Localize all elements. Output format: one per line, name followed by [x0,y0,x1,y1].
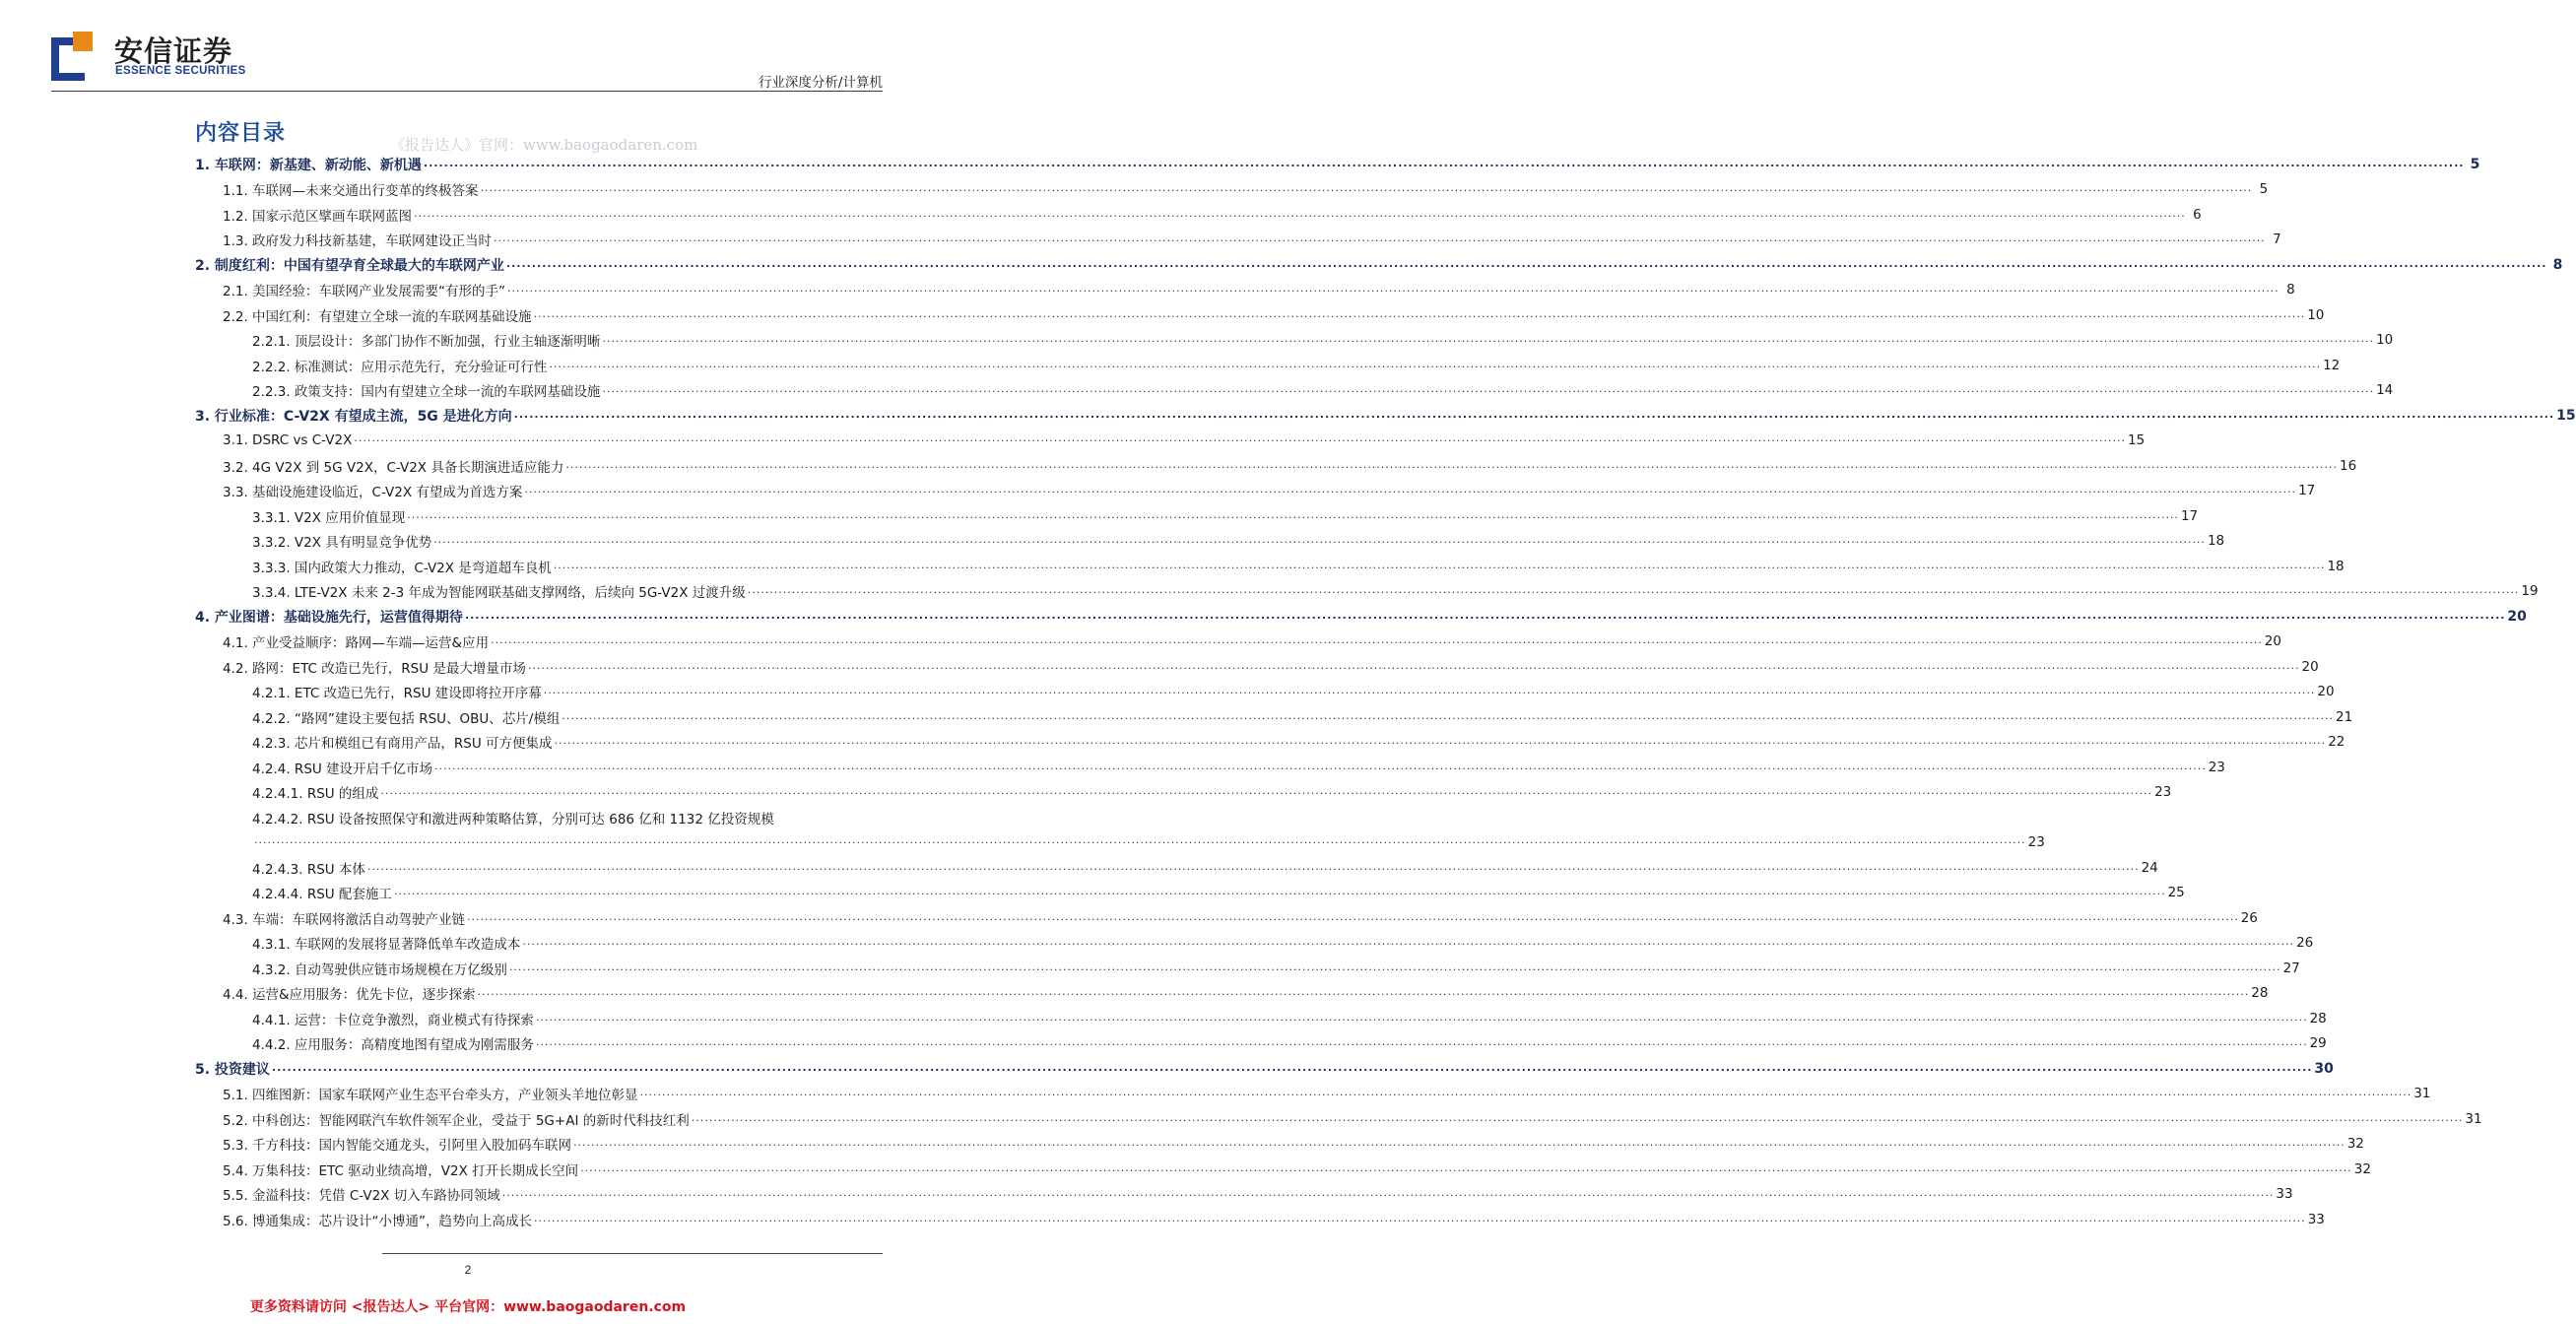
toc-page-number: 32 [2353,1160,2371,1177]
toc-page-number: 29 [2309,1035,2327,1052]
toc-leader-dots: ................................................................................................................................................................................................................................................................................................................................................................................................................ [527,658,2300,672]
toc-page-number: 14 [2376,382,2394,399]
toc-entry-text: 3.3.1. V2X 应用价值显现 [252,509,406,526]
toc-entry-text: 4.2.4.1. RSU 的组成 [252,786,379,803]
toc-leader-dots: ................................................................................................................................................................................................................................................................................................................................................................................................................ [366,859,2140,873]
toc-entry-text: 5.1. 四维图新：国家车联网产业生态平台牵头方，产业领头羊地位彰显 [223,1088,638,1104]
toc-leader-dots: ................................................................................................................................................................................................................................................................................................................................................................................................................ [354,430,2126,444]
toc-page-number: 15 [2127,432,2146,449]
toc-entry-text: 2.2.3. 政策支持：国内有望建立全球一流的车联网基础设施 [252,384,601,401]
toc-page-number: 30 [2314,1060,2334,1077]
toc-page-number: 6 [2193,206,2202,223]
toc-entry-text: 3.2. 4G V2X 到 5G V2X，C-V2X 具备长期演进适应能力 [223,459,564,476]
toc-leader-dots: ................................................................................................................................................................................................................................................................................................................................................................................................................ [491,633,2263,647]
toc-leader-dots: ................................................................................................................................................................................................................................................................................................................................................................................................................ [602,382,2375,396]
toc-entry-text: 3. 行业标准：C-V2X 有望成主流，5G 是进化方向 [195,408,512,425]
toc-entry[interactable] [0,278,2295,303]
toc-leader-dots: ................................................................................................................................................................................................................................................................................................................................................................................................................ [380,784,2153,798]
toc-leader-dots: ................................................................................................................................................................................................................................................................................................................................................................................................................ [254,832,2026,846]
toc-page-number: 33 [2276,1186,2293,1203]
toc-leader-dots: ................................................................................................................................................................................................................................................................................................................................................................................................................ [533,306,2306,320]
toc-entry-text: 5.6. 博通集成：芯片设计“小博通”，趋势向上高成长 [223,1213,533,1229]
toc-leader-dots: ................................................................................................................................................................................................................................................................................................................................................................................................................ [505,256,2547,270]
toc-entry[interactable] [0,1157,2371,1182]
toc-page-number: 28 [2309,1010,2327,1026]
toc-page-number: 15 [2556,407,2576,424]
page-number: 2 [464,1263,472,1277]
toc-entry-text: 4.4.2. 应用服务：高精度地图有望成为刚需服务 [252,1037,534,1054]
toc-entry[interactable] [0,177,2269,203]
toc-entry-text: 5.2. 中科创达：智能网联汽车软件领军企业，受益于 5G+AI 的新时代科技红利 [223,1112,690,1129]
toc-entry[interactable] [0,302,2325,328]
toc-entry[interactable] [0,1031,2327,1057]
toc-page-number: 28 [2251,985,2269,1002]
toc-entry-text: 3.1. DSRC vs C-V2X [223,432,353,449]
toc-entry-text: 4.3.2. 自动驾驶供应链市场规模在万亿级别 [252,961,507,978]
toc-page-number: 19 [2521,583,2539,600]
toc-entry[interactable] [0,453,2357,479]
toc-entry[interactable] [0,1106,2482,1132]
toc-leader-dots: ................................................................................................................................................................................................................................................................................................................................................................................................................ [407,507,2179,521]
toc-title: 内容目录 [195,121,287,146]
toc-page-number: 8 [2552,256,2563,273]
toc-page-number: 21 [2336,708,2353,725]
toc-leader-dots: ................................................................................................................................................................................................................................................................................................................................................................................................................ [423,156,2465,169]
toc-page-number: 23 [2208,759,2225,775]
toc-page-number: 20 [2264,633,2281,650]
toc-entry-text: 3.3. 基础设施建设临近，C-V2X 有望成为首选方案 [223,485,523,501]
toc-leader-dots: ................................................................................................................................................................................................................................................................................................................................................................................................................ [507,282,2279,296]
toc-entry[interactable] [0,956,2300,981]
toc-leader-dots: ................................................................................................................................................................................................................................................................................................................................................................................................................ [561,708,2334,722]
toc-leader-dots: ................................................................................................................................................................................................................................................................................................................................................................................................................ [543,684,2316,697]
toc-leader-dots: ................................................................................................................................................................................................................................................................................................................................................................................................................ [535,1035,2308,1049]
toc-entry[interactable] [0,881,2185,906]
toc-page-number: 25 [2167,885,2185,901]
toc-entry-text: 5.5. 金溢科技：凭借 C-V2X 切入车路协同领域 [223,1188,500,1205]
toc-leader-dots: ................................................................................................................................................................................................................................................................................................................................................................................................................ [549,357,2322,370]
toc-leader-dots: ................................................................................................................................................................................................................................................................................................................................................................................................................ [480,181,2253,195]
toc-entry-text: 5.4. 万集科技：ETC 驱动业绩高增，V2X 打开长期成长空间 [223,1162,579,1179]
toc-leader-dots: ................................................................................................................................................................................................................................................................................................................................................................................................................ [565,457,2338,471]
toc-page-number: 27 [2282,960,2300,976]
toc-leader-dots: ................................................................................................................................................................................................................................................................................................................................................................................................................ [477,985,2250,999]
toc-page-number: 23 [2154,784,2172,801]
toc-leader-dots: ................................................................................................................................................................................................................................................................................................................................................................................................................ [508,960,2281,973]
toc-leader-dots: ................................................................................................................................................................................................................................................................................................................................................................................................................ [522,935,2295,949]
toc-entry-text: 4.1. 产业受益顺序：路网—车端—运营&应用 [223,635,490,652]
toc-entry[interactable] [0,228,2281,253]
toc-entry[interactable] [0,855,2158,881]
toc-page-number: 8 [2286,282,2295,298]
toc-entry[interactable] [0,981,2269,1007]
toc-page-number: 23 [2027,834,2045,851]
toc-entry[interactable] [0,654,2319,680]
toc-entry[interactable] [0,931,2314,957]
toc-entry-text: 3.3.3. 国内政策大力推动，C-V2X 是弯道超车良机 [252,560,552,576]
toc-leader-dots: ................................................................................................................................................................................................................................................................................................................................................................................................................ [553,558,2326,571]
toc-leader-dots: ................................................................................................................................................................................................................................................................................................................................................................................................................ [513,407,2555,421]
toc-page-number: 31 [2413,1086,2431,1102]
toc-entry-text: 5. 投资建议 [195,1061,270,1078]
toc-entry-text: 1. 车联网：新基建、新动能、新机遇 [195,157,422,173]
toc-entry-continuation[interactable] [0,830,2045,856]
toc-leader-dots: ................................................................................................................................................................................................................................................................................................................................................................................................................ [534,1211,2306,1225]
toc-page-number: 12 [2323,357,2341,373]
table-of-contents [0,152,2576,1232]
toc-page-number: 18 [2207,533,2225,550]
toc-leader-dots: ................................................................................................................................................................................................................................................................................................................................................................................................................ [393,885,2166,898]
toc-page-number: 16 [2339,457,2357,474]
toc-page-number: 18 [2327,558,2345,574]
footer-promo-link[interactable]: 更多资料请访问 <报告达人> 平台官网：www.baogaodaren.com [249,1299,687,1315]
toc-leader-dots: ................................................................................................................................................................................................................................................................................................................................................................................................................ [639,1086,2412,1099]
toc-entry-text: 1.1. 车联网—未来交通出行变革的终极答案 [223,183,479,200]
toc-page-number: 10 [2376,332,2394,349]
toc-page-number: 22 [2328,734,2345,751]
toc-leader-dots: ................................................................................................................................................................................................................................................................................................................................................................................................................ [467,909,2239,923]
logo-chinese-name: 安信证券 [114,34,233,68]
toc-page-number: 20 [2507,608,2527,625]
toc-entry-text: 4.2.1. ETC 改造已先行，RSU 建设即将拉开序幕 [252,686,542,702]
toc-entry-text: 4.2. 路网：ETC 改造已先行，RSU 是最大增量市场 [223,660,526,677]
toc-page-number: 20 [2301,658,2319,675]
toc-entry-text: 3.3.2. V2X 具有明显竞争优势 [252,535,432,552]
toc-entry-text: 2.1. 美国经验：车联网产业发展需要“有形的手” [223,284,506,300]
toc-entry[interactable] [0,905,2258,931]
toc-entry-text: 4.3.1. 车联网的发展将显著降低单车改造成本 [252,937,521,954]
toc-entry[interactable] [0,780,2172,806]
toc-entry[interactable] [0,1056,2334,1082]
toc-page-number: 5 [2470,156,2480,172]
toc-page-number: 33 [2307,1211,2325,1227]
toc-entry-text: 3.3.4. LTE-V2X 未来 2-3 年成为智能网联基础支撑网络，后续向 5G-V2X 过渡升级 [252,585,746,602]
toc-entry-text: 1.3. 政府发力科技新基建，车联网建设正当时 [223,233,493,250]
toc-page-number: 31 [2465,1110,2482,1127]
toc-entry-text: 1.2. 国家示范区擘画车联网蓝图 [223,208,413,225]
toc-page-number: 17 [2298,483,2316,499]
toc-page-number: 7 [2273,232,2281,248]
toc-entry[interactable] [0,604,2527,629]
toc-entry[interactable] [0,152,2480,177]
toc-leader-dots: ................................................................................................................................................................................................................................................................................................................................................................................................................ [573,1136,2345,1150]
logo-english-name: ESSENCE SECURITIES [115,65,246,77]
toc-entry[interactable] [0,1182,2293,1208]
toc-entry-text: 4.2.3. 芯片和模组已有商用产品，RSU 可方便集成 [252,736,553,753]
toc-entry-text: 4.2.4.2. RSU 设备按照保守和激进两种策略估算，分别可达 686 亿和 1132 亿投资规模 [252,811,774,828]
toc-page-number: 5 [2259,181,2269,198]
toc-entry[interactable] [0,1207,2325,1232]
toc-entry-text: 4.2.4. RSU 建设开启千亿市场 [252,761,433,777]
toc-entry[interactable] [0,1006,2327,1031]
toc-page-number: 24 [2141,859,2158,876]
toc-entry[interactable] [0,805,936,830]
toc-page-number: 17 [2180,507,2199,524]
toc-entry-text: 2.2.1. 顶层设计：多部门协作不断加强，行业主轴逐渐明晰 [252,334,601,351]
toc-entry[interactable] [0,202,2202,228]
toc-leader-dots: ................................................................................................................................................................................................................................................................................................................................................................................................................ [271,1060,2313,1074]
toc-leader-dots: ................................................................................................................................................................................................................................................................................................................................................................................................................ [524,483,2297,496]
toc-leader-dots: ................................................................................................................................................................................................................................................................................................................................................................................................................ [434,759,2207,772]
toc-entry[interactable] [0,479,2316,504]
toc-entry-text: 2. 制度红利：中国有望孕育全球最大的车联网产业 [195,257,504,274]
toc-entry[interactable] [0,629,2281,655]
toc-entry-text: 4. 产业图谱：基础设施先行，运营值得期待 [195,609,463,626]
toc-entry[interactable] [0,328,2394,354]
toc-entry[interactable] [0,378,2394,404]
toc-page-number: 10 [2307,306,2325,323]
toc-leader-dots: ................................................................................................................................................................................................................................................................................................................................................................................................................ [464,608,2506,622]
footer-divider [382,1253,883,1254]
toc-entry[interactable] [0,353,2341,378]
toc-page-number: 26 [2240,909,2258,926]
toc-entry-text: 4.2.4.3. RSU 本体 [252,861,365,878]
toc-leader-dots: ................................................................................................................................................................................................................................................................................................................................................................................................................ [494,232,2266,245]
toc-entry[interactable] [0,680,2335,705]
toc-entry[interactable] [0,730,2345,756]
toc-leader-dots: ................................................................................................................................................................................................................................................................................................................................................................................................................ [535,1010,2308,1024]
toc-entry-text: 2.2.2. 标准测试：应用示范先行，充分验证可行性 [252,359,548,375]
toc-entry[interactable] [0,1132,2364,1158]
toc-leader-dots: ................................................................................................................................................................................................................................................................................................................................................................................................................ [554,734,2327,748]
toc-entry[interactable] [0,403,2576,429]
toc-entry[interactable] [0,755,2225,780]
toc-entry-text: 4.4.1. 运营：卡位竞争激烈，商业模式有待探索 [252,1012,534,1028]
toc-leader-dots: ................................................................................................................................................................................................................................................................................................................................................................................................................ [602,332,2375,346]
toc-entry-text: 5.3. 千方科技：国内智能交通龙头，引阿里入股加码车联网 [223,1138,572,1155]
toc-entry[interactable] [0,554,2345,579]
toc-leader-dots: ................................................................................................................................................................................................................................................................................................................................................................................................................ [580,1160,2352,1174]
essence-logo-icon [51,32,108,81]
toc-entry[interactable] [0,503,2199,529]
toc-leader-dots: ................................................................................................................................................................................................................................................................................................................................................................................................................ [433,533,2206,547]
toc-entry-text: 4.2.2. “路网”建设主要包括 RSU、OBU、芯片/模组 [252,710,561,727]
toc-page-number: 20 [2317,684,2335,700]
toc-entry-text: 4.2.4.4. RSU 配套施工 [252,887,392,903]
toc-entry-text: 4.3. 车端：车联网将激活自动驾驶产业链 [223,911,466,928]
report-category: 行业深度分析/计算机 [758,75,883,91]
toc-entry-text: 4.4. 运营&应用服务：优先卡位，逐步探索 [223,987,476,1004]
toc-entry[interactable] [0,579,2539,605]
watermark-text: 《报告达人》官网：www.baogaodaren.com [390,136,698,154]
toc-entry[interactable] [0,429,2146,454]
toc-entry-text: 2.2. 中国红利：有望建立全球一流的车联网基础设施 [223,308,532,325]
toc-page-number: 26 [2296,935,2314,952]
toc-leader-dots: ................................................................................................................................................................................................................................................................................................................................................................................................................ [691,1110,2464,1124]
toc-leader-dots: ................................................................................................................................................................................................................................................................................................................................................................................................................ [414,206,2186,220]
toc-entry[interactable] [0,1082,2431,1107]
toc-entry[interactable] [0,704,2353,730]
toc-leader-dots: ................................................................................................................................................................................................................................................................................................................................................................................................................ [747,583,2520,597]
toc-entry[interactable] [0,252,2563,278]
toc-leader-dots: ................................................................................................................................................................................................................................................................................................................................................................................................................ [501,1186,2275,1200]
header-divider [51,91,883,92]
toc-entry[interactable] [0,529,2225,555]
toc-page-number: 32 [2346,1136,2364,1153]
